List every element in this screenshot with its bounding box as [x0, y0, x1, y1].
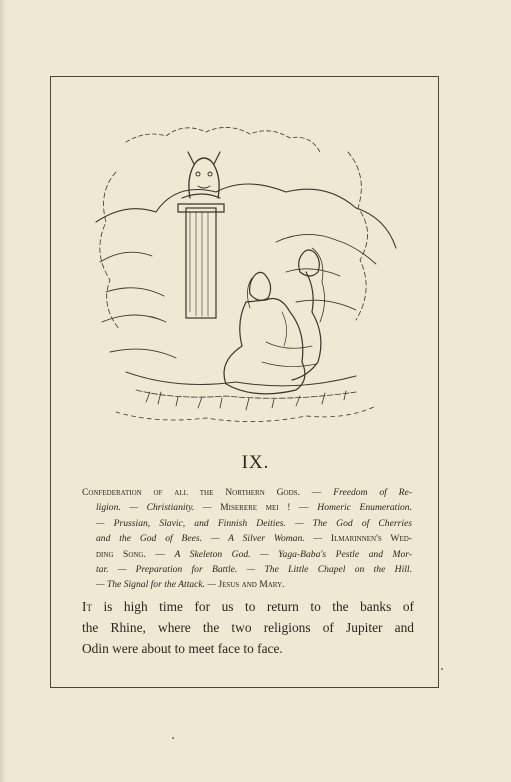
engraving-illustration	[86, 112, 406, 442]
summary-italic-run: — The Signal for the Attack. —	[96, 579, 219, 591]
body-line: the Rhine, where the two religions of Jupiter and	[82, 620, 414, 635]
paper-speck	[441, 668, 443, 670]
summary-italic-run: Homeric Enumeration.	[317, 502, 413, 514]
summary-heading-run: ding Song. —	[96, 548, 175, 560]
body-paragraph	[82, 596, 414, 659]
first-word-small-caps: It	[82, 599, 92, 614]
summary-line	[82, 500, 412, 515]
summary-italic-run: and the God of Bees. — A Silver Woman. —	[96, 533, 331, 545]
summary-line	[82, 531, 412, 546]
summary-italic-run: A Skeleton God. — Yaga-Baba's Pestle and Mor-	[174, 548, 413, 560]
summary-line	[82, 547, 412, 562]
summary-heading-run: Miserere mei ! —	[220, 502, 318, 514]
summary-line	[82, 516, 412, 531]
body-line: Odin were about to meet face to face.	[82, 641, 283, 656]
summary-italic-run: ligion. — Christianity. —	[96, 502, 221, 514]
summary-heading-run: Jesus and Mary.	[218, 579, 285, 591]
summary-line	[82, 485, 412, 500]
body-line: It is high time for us to return to the banks of	[82, 599, 414, 614]
page-edge	[0, 0, 6, 782]
summary-italic-run: tar. — Preparation for Battle. — The Little Chapel on the Hill.	[96, 564, 412, 576]
summary-line	[82, 562, 412, 577]
paper-speck	[172, 737, 174, 739]
chapter-summary	[82, 485, 412, 593]
summary-heading-run: Confederation of all the Northern Gods. —	[82, 487, 334, 498]
summary-italic-run: — Prussian, Slavic, and Finnish Deities. — The God of Cherries	[96, 517, 412, 529]
summary-line	[82, 577, 412, 592]
chapter-number: IX.	[241, 452, 270, 473]
summary-italic-run: Freedom of Re-	[333, 487, 412, 498]
summary-heading-run: Ilmarinnen's Wed-	[330, 533, 412, 545]
